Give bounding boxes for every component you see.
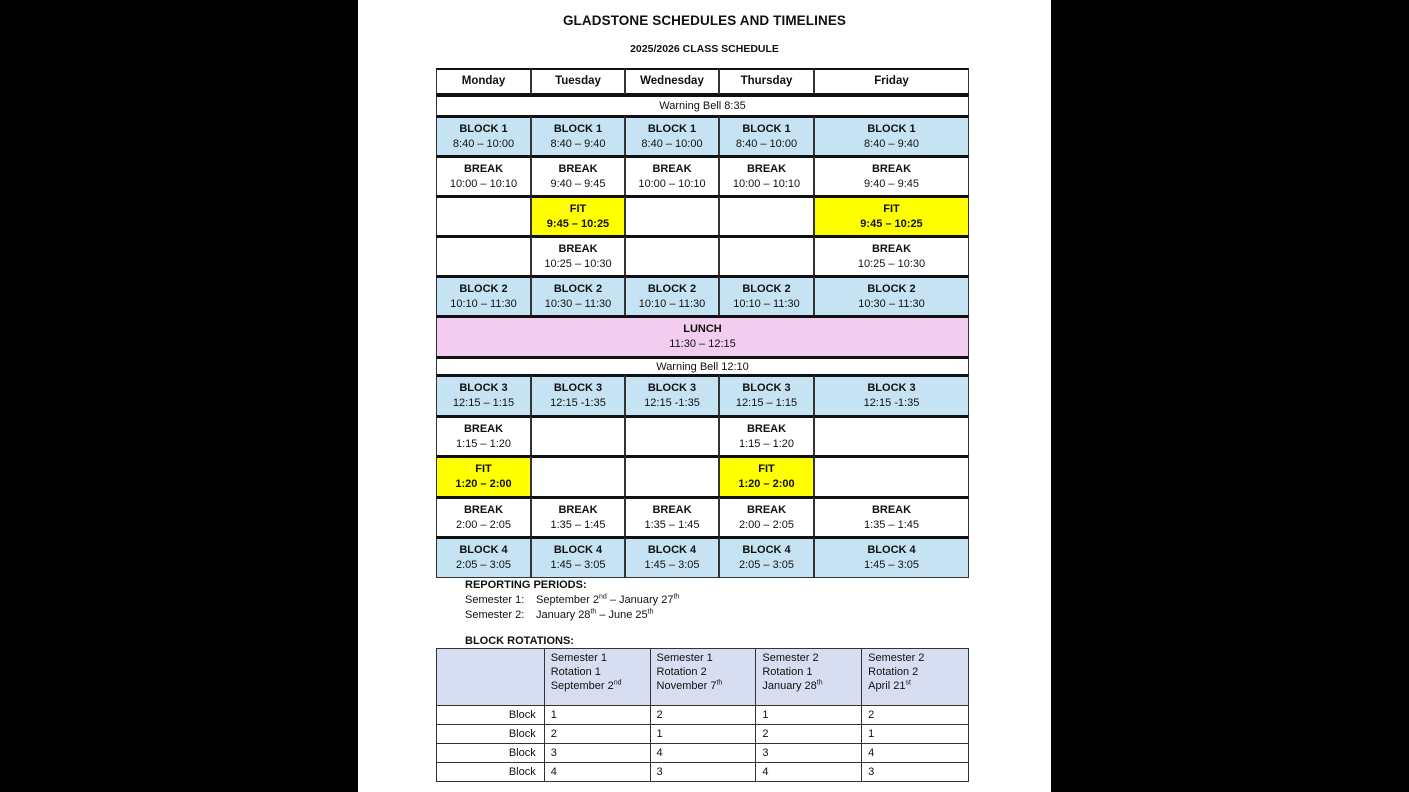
table-row [437, 706, 969, 725]
fit-cell: FIT 1:20 – 2:00 [436, 455, 531, 497]
schedule-cell: BLOCK 4 1:45 – 3:05 [814, 536, 969, 578]
fit-cell: FIT 9:45 – 10:25 [814, 195, 969, 236]
day-header-thursday: Thursday [719, 68, 814, 96]
day-header-monday: Monday [436, 68, 531, 96]
schedule-cell: BREAK 10:00 – 10:10 [436, 155, 531, 196]
empty-cell [436, 195, 531, 236]
schedule-cell: BLOCK 2 10:10 – 11:30 [719, 275, 814, 316]
block1-row [436, 115, 969, 156]
table-cell: 2 [756, 725, 862, 744]
row-label: Block [437, 744, 545, 763]
table-row [437, 763, 969, 782]
schedule-cell: BREAK 10:00 – 10:10 [719, 155, 814, 196]
schedule-cell: BREAK 1:15 – 1:20 [719, 415, 814, 456]
semester1-period: Semester 1: September 2nd – January 27th [465, 593, 680, 606]
day-header-friday: Friday [814, 68, 969, 96]
rotation-header: Semester 2 Rotation 2 April 21st [862, 649, 969, 706]
day-header-wednesday: Wednesday [625, 68, 719, 96]
schedule-cell: BLOCK 2 10:10 – 11:30 [436, 275, 531, 316]
schedule-cell: BLOCK 1 8:40 – 9:40 [531, 115, 625, 156]
table-cell: 2 [544, 725, 650, 744]
empty-cell [625, 235, 719, 276]
break3-row [436, 415, 969, 456]
document-page [358, 0, 1051, 792]
schedule-cell: BLOCK 3 12:15 -1:35 [625, 374, 719, 416]
schedule-cell: BLOCK 4 2:05 – 3:05 [719, 536, 814, 578]
schedule-cell: BREAK 2:00 – 2:05 [436, 496, 531, 537]
empty-cell [719, 195, 814, 236]
block4-row [436, 536, 969, 578]
table-cell: 3 [650, 763, 756, 782]
empty-cell [719, 235, 814, 276]
lunch-row [436, 315, 969, 357]
schedule-cell: BLOCK 2 10:30 – 11:30 [531, 275, 625, 316]
rotation-header: Semester 1 Rotation 2 November 7th [650, 649, 756, 706]
row-label: Block [437, 706, 545, 725]
reporting-periods-heading: REPORTING PERIODS: [465, 579, 587, 591]
break4-row [436, 496, 969, 537]
schedule-cell: BREAK 10:25 – 10:30 [531, 235, 625, 276]
rotation-header: Semester 2 Rotation 1 January 28th [756, 649, 862, 706]
schedule-cell: BREAK 1:15 – 1:20 [436, 415, 531, 456]
table-cell: 3 [756, 744, 862, 763]
empty-cell [436, 235, 531, 276]
page-title: GLADSTONE SCHEDULES AND TIMELINES [562, 13, 847, 28]
schedule-cell: BLOCK 4 1:45 – 3:05 [531, 536, 625, 578]
lunch-label: LUNCH [683, 323, 722, 335]
empty-cell [531, 415, 625, 456]
schedule-cell: BREAK 2:00 – 2:05 [719, 496, 814, 537]
rotation-header-empty [437, 649, 545, 706]
rotation-header-row [437, 649, 969, 706]
class-schedule-table [436, 68, 969, 578]
block2-row [436, 275, 969, 316]
table-cell: 1 [650, 725, 756, 744]
table-row [437, 725, 969, 744]
fit-cell: FIT 9:45 – 10:25 [531, 195, 625, 236]
table-cell: 1 [862, 725, 969, 744]
table-cell: 2 [650, 706, 756, 725]
schedule-cell: BREAK 1:35 – 1:45 [814, 496, 969, 537]
page-subtitle: 2025/2026 CLASS SCHEDULE [630, 43, 779, 55]
warning-bell-pm: Warning Bell 12:10 [436, 356, 969, 376]
table-cell: 3 [544, 744, 650, 763]
schedule-cell: BREAK 9:40 – 9:45 [814, 155, 969, 196]
lunch-time: 11:30 – 12:15 [669, 338, 736, 350]
schedule-cell: BLOCK 2 10:10 – 11:30 [625, 275, 719, 316]
day-header-tuesday: Tuesday [531, 68, 625, 96]
schedule-cell: BREAK 10:25 – 10:30 [814, 235, 969, 276]
break2-row [436, 235, 969, 276]
table-row [437, 744, 969, 763]
schedule-cell: BREAK 1:35 – 1:45 [625, 496, 719, 537]
schedule-cell: BLOCK 2 10:30 – 11:30 [814, 275, 969, 316]
schedule-cell: BREAK 9:40 – 9:45 [531, 155, 625, 196]
table-cell: 1 [544, 706, 650, 725]
warning-bell-am: Warning Bell 8:35 [436, 94, 969, 116]
empty-cell [531, 455, 625, 497]
schedule-cell: BREAK 10:00 – 10:10 [625, 155, 719, 196]
schedule-cell: BLOCK 4 2:05 – 3:05 [436, 536, 531, 578]
empty-cell [625, 195, 719, 236]
fit-am-row [436, 195, 969, 236]
empty-cell [814, 415, 969, 456]
schedule-cell: BLOCK 3 12:15 -1:35 [531, 374, 625, 416]
block-rotations-table [436, 648, 969, 782]
table-cell: 4 [756, 763, 862, 782]
table-cell: 4 [650, 744, 756, 763]
block-rotations-heading: BLOCK ROTATIONS: [465, 635, 574, 647]
break1-row [436, 155, 969, 196]
schedule-cell: BLOCK 3 12:15 – 1:15 [436, 374, 531, 416]
schedule-cell: BLOCK 1 8:40 – 10:00 [719, 115, 814, 156]
fit-pm-row [436, 455, 969, 497]
day-header-row [436, 68, 969, 96]
block3-row [436, 374, 969, 416]
schedule-cell: BLOCK 1 8:40 – 9:40 [814, 115, 969, 156]
empty-cell [814, 455, 969, 497]
table-cell: 4 [862, 744, 969, 763]
schedule-cell: BLOCK 1 8:40 – 10:00 [436, 115, 531, 156]
table-cell: 1 [756, 706, 862, 725]
row-label: Block [437, 763, 545, 782]
schedule-cell: BLOCK 4 1:45 – 3:05 [625, 536, 719, 578]
schedule-cell: BLOCK 1 8:40 – 10:00 [625, 115, 719, 156]
row-label: Block [437, 725, 545, 744]
rotation-header: Semester 1 Rotation 1 September 2nd [544, 649, 650, 706]
table-cell: 3 [862, 763, 969, 782]
schedule-cell: BLOCK 3 12:15 -1:35 [814, 374, 969, 416]
fit-cell: FIT 1:20 – 2:00 [719, 455, 814, 497]
table-cell: 2 [862, 706, 969, 725]
semester2-period: Semester 2: January 28th – June 25th [465, 608, 654, 621]
schedule-cell: BLOCK 3 12:15 – 1:15 [719, 374, 814, 416]
empty-cell [625, 415, 719, 456]
empty-cell [625, 455, 719, 497]
table-cell: 4 [544, 763, 650, 782]
schedule-cell: BREAK 1:35 – 1:45 [531, 496, 625, 537]
